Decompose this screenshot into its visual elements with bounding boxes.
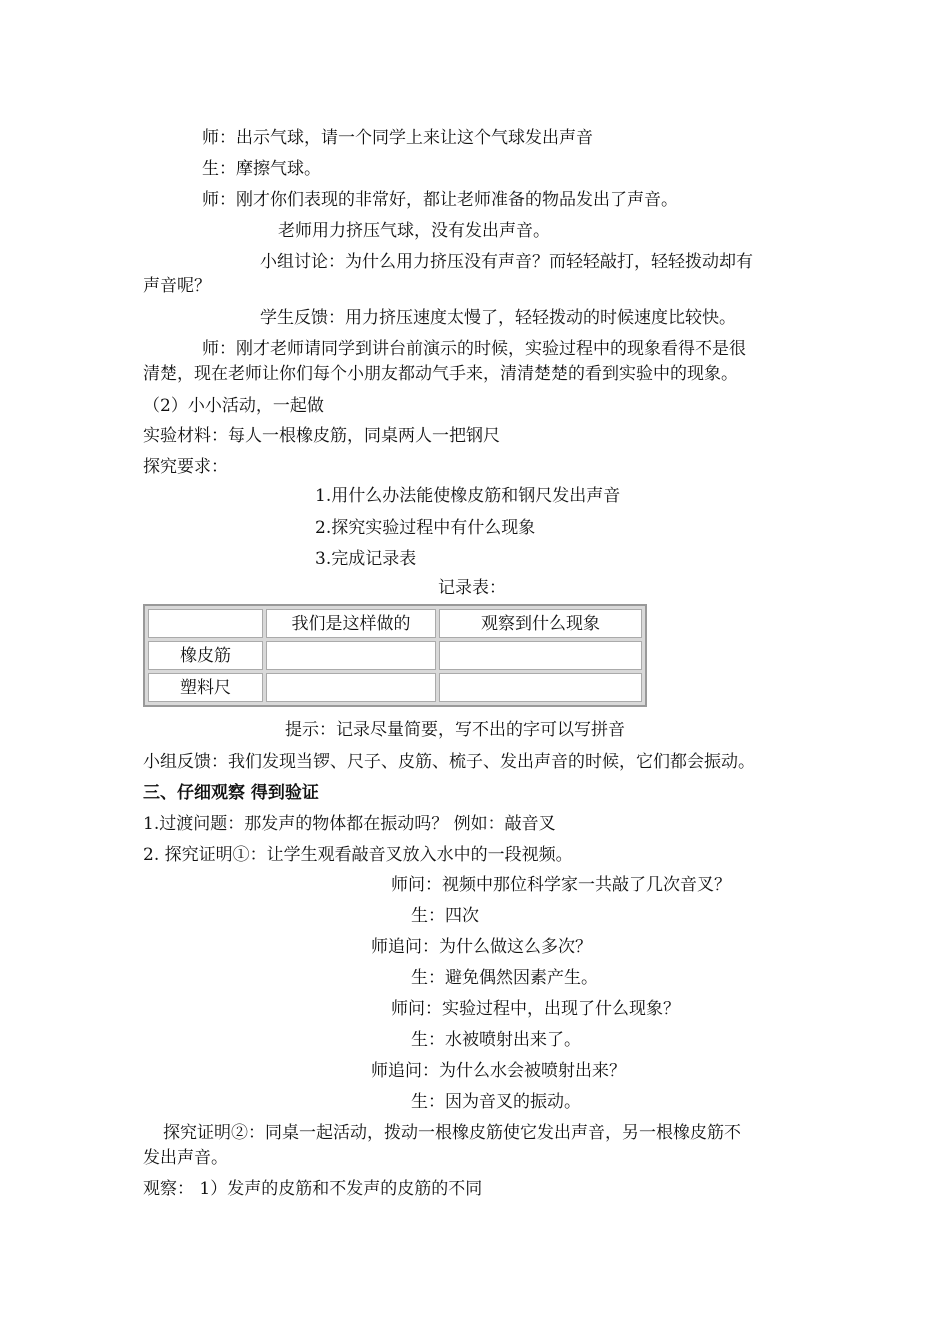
table-header-cell [148, 609, 263, 638]
text-line: 声音呢？ [143, 276, 211, 296]
table-header-row [148, 609, 642, 638]
dialogue-line: 师追问：为什么水会被喷射出来？ [371, 1061, 626, 1081]
dialogue-line: 生：四次 [411, 906, 479, 926]
text-line: 观察： 1）发声的皮筋和不发声的皮筋的不同 [143, 1179, 483, 1199]
section-heading: （2）小小活动，一起做 [143, 396, 324, 416]
table-row [148, 641, 642, 670]
dialogue-line: 师问：视频中那位科学家一共敲了几次音叉？ [391, 875, 731, 895]
list-item: 2.探究实验过程中有什么现象 [315, 518, 536, 538]
table-cell [439, 641, 642, 670]
text-line: 师：刚才你们表现的非常好，都让老师准备的物品发出了声音。 [202, 190, 678, 210]
text-line: 提示：记录尽量简要，写不出的字可以写拼音 [285, 720, 625, 740]
table-header-cell: 观察到什么现象 [439, 609, 642, 638]
text-line: 学生反馈：用力挤压速度太慢了，轻轻拨动的时候速度比较快。 [260, 308, 736, 328]
dialogue-line: 生：因为音叉的振动。 [411, 1092, 581, 1112]
text-line: 小组反馈：我们发现当锣、尺子、皮筋、梳子、发出声音的时候，它们都会振动。 [143, 752, 755, 772]
list-item: 3.完成记录表 [315, 549, 417, 569]
table-cell: 橡皮筋 [148, 641, 263, 670]
dialogue-line: 生：水被喷射出来了。 [411, 1030, 581, 1050]
dialogue-line: 师追问：为什么做这么多次？ [371, 937, 592, 957]
text-line: 实验材料：每人一根橡皮筋，同桌两人一把钢尺 [143, 426, 500, 446]
table-row [148, 673, 642, 702]
text-line: 小组讨论：为什么用力挤压没有声音？而轻轻敲打，轻轻拨动却有 [260, 252, 753, 272]
text-line: 1.过渡问题：那发声的物体都在振动吗？ 例如：敲音叉 [143, 814, 556, 834]
text-line: 探究证明②：同桌一起活动，拨动一根橡皮筋使它发出声音，另一根橡皮筋不 [163, 1123, 741, 1143]
table-header-cell: 我们是这样做的 [266, 609, 436, 638]
table-cell: 塑料尺 [148, 673, 263, 702]
table-caption: 记录表： [438, 578, 506, 598]
dialogue-line: 师问：实验过程中，出现了什么现象？ [391, 999, 680, 1019]
text-line: 老师用力挤压气球，没有发出声音。 [278, 221, 550, 241]
text-line: 师：刚才老师请同学到讲台前演示的时候，实验过程中的现象看得不是很 [202, 339, 746, 359]
text-line: 清楚，现在老师让你们每个小朋友都动气手来，清清楚楚的看到实验中的现象。 [143, 364, 738, 384]
table-cell [439, 673, 642, 702]
text-line: 生：摩擦气球。 [202, 159, 321, 179]
text-line: 2. 探究证明①：让学生观看敲音叉放入水中的一段视频。 [143, 845, 573, 865]
section-heading: 三、仔细观察 得到验证 [143, 783, 319, 803]
record-table [143, 604, 647, 707]
text-line: 师：出示气球，请一个同学上来让这个气球发出声音 [202, 128, 593, 148]
text-line: 发出声音。 [143, 1148, 228, 1168]
table-cell [266, 673, 436, 702]
dialogue-line: 生：避免偶然因素产生。 [411, 968, 598, 988]
table-cell [266, 641, 436, 670]
list-item: 1.用什么办法能使橡皮筋和钢尺发出声音 [315, 486, 621, 506]
text-line: 探究要求： [143, 457, 228, 477]
